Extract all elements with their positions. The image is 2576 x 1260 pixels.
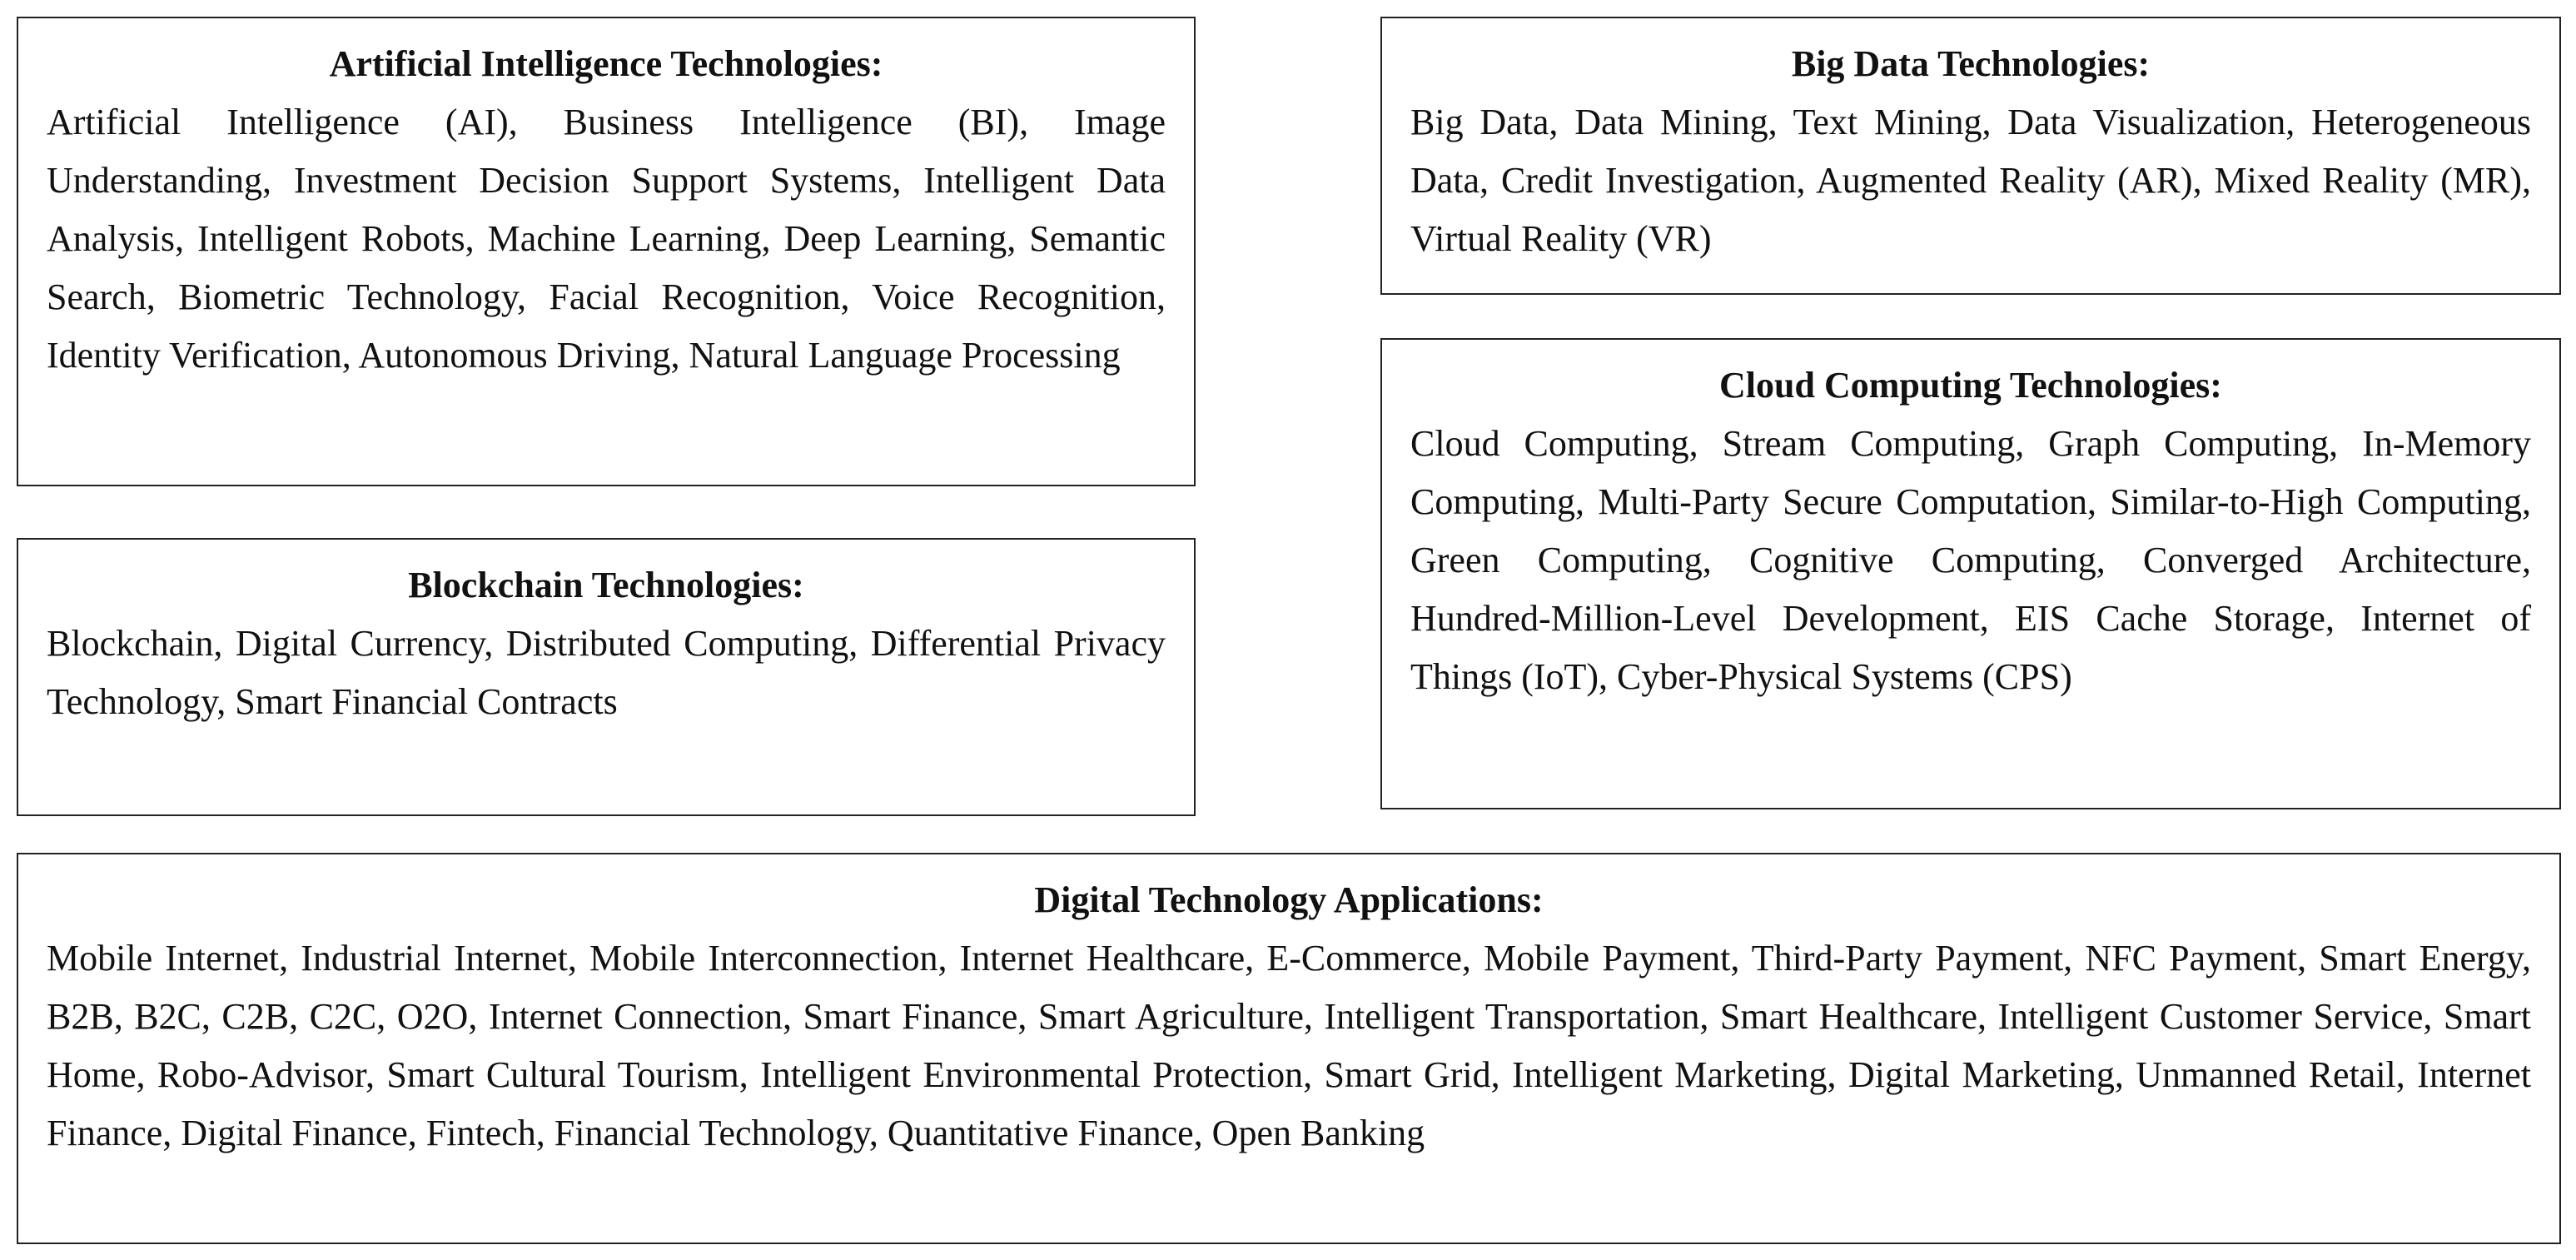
ai-technologies-title: Artificial Intelligence Technologies: <box>329 43 883 84</box>
ai-technologies-list: Artificial Intelligence (AI), Business Intelligence (BI), Image Understanding, Investment Decision Support Systems, Intelligent Data Analysis, Intelligent Robots, Machine Learning, Deep Learning, Semantic Search, Biometric Technology, Facial Recognition, Voice Recognition, Identity Verification, Autonomous Driving, Natural Language Processing <box>47 102 1166 376</box>
blockchain-technologies-title: Blockchain Technologies: <box>408 565 804 605</box>
cloud-computing-technologies-list: Cloud Computing, Stream Computing, Graph Computing, In-Memory Computing, Multi-Party Secure Computation, Similar-to-High Computing, Green Computing, Cognitive Computing, Converged Architecture, Hundred-Million-Level Development, EIS Cache Storage, Internet of Things (IoT), Cyber-Physical Systems (CPS) <box>1410 423 2531 697</box>
big-data-technologies-title: Big Data Technologies: <box>1791 43 2151 84</box>
cloud-computing-technologies-title: Cloud Computing Technologies: <box>1719 365 2222 406</box>
cloud-computing-technologies-box <box>1380 338 2561 809</box>
ai-technologies-box <box>17 17 1196 486</box>
big-data-technologies-box <box>1380 17 2561 295</box>
digital-technology-applications-title: Digital Technology Applications: <box>1034 879 1544 920</box>
digital-technology-applications-list: Mobile Internet, Industrial Internet, Mobile Interconnection, Internet Healthcare, E-Commerce, Mobile Payment, Third-Party Payment, NFC Payment, Smart Energy, B2B, B2C, C2B, C2C, O2O, Internet Connection, Smart Finance, Smart Agriculture, Intelligent Transportation, Smart Healthcare, Intelligent Customer Service, Smart Home, Robo-Advisor, Smart Cultural Tourism, Intelligent Environmental Protection, Smart Grid, Intelligent Marketing, Digital Marketing, Unmanned Retail, Internet Finance, Digital Finance, Fintech, Financial Technology, Quantitative Finance, Open Banking <box>47 938 2531 1153</box>
big-data-technologies-list: Big Data, Data Mining, Text Mining, Data Visualization, Heterogeneous Data, Credit Investigation, Augmented Reality (AR), Mixed Reality (MR), Virtual Reality (VR) <box>1410 102 2531 259</box>
blockchain-technologies-box <box>17 538 1196 816</box>
blockchain-technologies-list: Blockchain, Digital Currency, Distributed Computing, Differential Privacy Technology, Smart Financial Contracts <box>47 623 1166 722</box>
digital-technology-applications-box <box>17 853 2561 1244</box>
